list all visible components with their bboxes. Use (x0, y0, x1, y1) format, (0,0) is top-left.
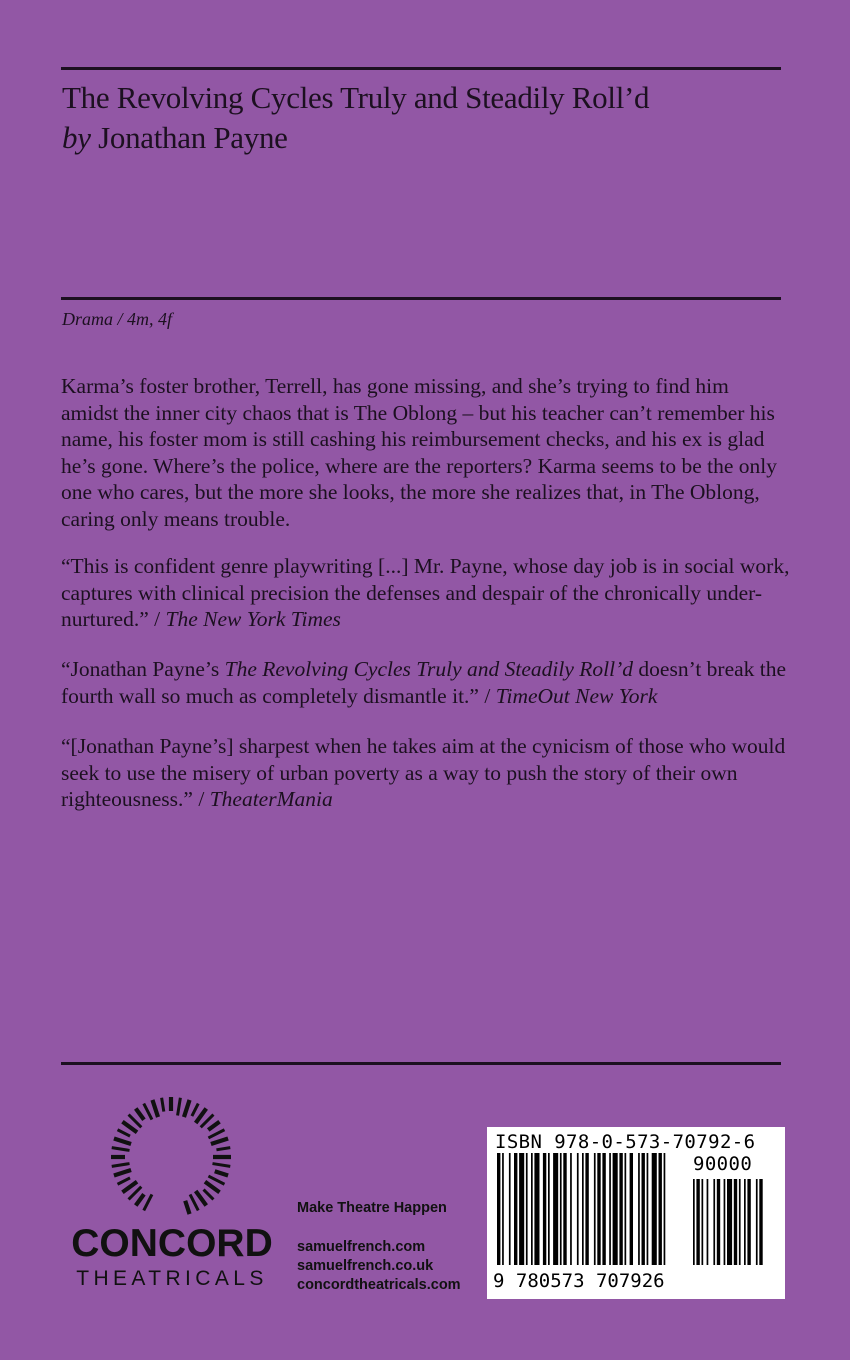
barcode-bar (609, 1153, 611, 1265)
quote-separator: / (478, 683, 496, 708)
website-link[interactable]: concordtheatricals.com (297, 1277, 461, 1293)
ean-digits: 9 780573 707926 (493, 1270, 665, 1292)
barcode-bar (602, 1153, 605, 1265)
quote-text-after: doesn’t break the fourth wall so much as completely dismantle it.” (61, 657, 787, 708)
logo-wheel-dash (216, 1148, 230, 1150)
logo-wheel-dash (190, 1194, 198, 1210)
logo-wheel-dash (122, 1182, 137, 1193)
website-link[interactable]: samuelfrench.com (297, 1239, 426, 1255)
barcode-bar (502, 1153, 504, 1265)
book-title: The Revolving Cycles Truly and Steadily Roll’d (62, 80, 650, 115)
logo-wheel-dash (144, 1104, 152, 1120)
barcode-bar (638, 1153, 640, 1265)
logo-wheel-dash (196, 1191, 207, 1206)
supplement-bar (693, 1179, 695, 1265)
logo-wheel-dash (112, 1148, 130, 1151)
quote-text: “[Jonathan Payne’s] sharpest when he takes aim at the cynicism of those who would seek to use the misery of urban poverty as a way to push the story of their own righteousness.” (61, 734, 786, 811)
review-quote-3 (61, 733, 796, 813)
barcode-bar (548, 1153, 550, 1265)
supplement-bar (727, 1179, 732, 1265)
isbn-label: ISBN 978-0-573-70792-6 (495, 1131, 756, 1153)
barcode-bar (664, 1153, 666, 1265)
author-line (62, 118, 792, 158)
barcode-bar (619, 1153, 622, 1265)
barcode-bar (497, 1153, 500, 1265)
supplement-bar (713, 1179, 715, 1265)
logo-wheel-dash (196, 1108, 207, 1123)
logo-wheel-dash (112, 1164, 130, 1167)
barcode-bar (625, 1153, 627, 1265)
barcode-bar (630, 1153, 633, 1265)
supplement-bar (707, 1179, 709, 1265)
isbn-barcode-box (487, 1127, 785, 1299)
logo-wheel-dash (204, 1190, 214, 1200)
barcode-bar (570, 1153, 572, 1265)
genre-cast: Drama / 4m, 4f (62, 309, 173, 329)
barcode-bar (543, 1153, 546, 1265)
price-code: 90000 (693, 1153, 753, 1175)
supplement-bar (747, 1179, 750, 1265)
book-title-block (62, 78, 792, 158)
barcode-bar (509, 1153, 511, 1265)
barcode-bar (597, 1153, 600, 1265)
logo-wheel-dash (208, 1130, 224, 1138)
quote-source: TimeOut New York (495, 683, 658, 708)
barcode-bar (577, 1153, 579, 1265)
quote-separator: / (148, 607, 166, 631)
bottom-rule (61, 1062, 781, 1065)
supplement-bar (744, 1179, 746, 1265)
supplement-bar (734, 1179, 737, 1265)
quote-source: The New York Times (165, 607, 341, 631)
barcode-bar (652, 1153, 657, 1265)
barcode-bar (613, 1153, 618, 1265)
barcode-bar (534, 1153, 539, 1265)
quote-source: TheaterMania (209, 787, 333, 811)
logo-wheel-dash (212, 1164, 230, 1167)
supplement-bar (717, 1179, 720, 1265)
quote-separator: / (192, 787, 210, 811)
barcode-bar (519, 1153, 524, 1265)
barcode-bar (526, 1153, 528, 1265)
logo-wheel-dash (136, 1108, 144, 1119)
barcode-bar (582, 1153, 584, 1265)
logo-wheel-dash (118, 1130, 130, 1136)
logo-wheel-dash (114, 1170, 131, 1176)
barcode-bar (514, 1153, 517, 1265)
supplement-bar (702, 1179, 704, 1265)
barcode-bar (563, 1153, 566, 1265)
logo-wheel-dash (192, 1104, 198, 1116)
logo-wheel-dash (114, 1138, 131, 1144)
barcode-bar (553, 1153, 558, 1265)
logo-wheel-dash (122, 1122, 137, 1133)
barcode-bar (594, 1153, 596, 1265)
logo-wheel-dash (118, 1178, 130, 1184)
logo-wheel-dash (185, 1201, 189, 1214)
review-quote-2 (61, 656, 796, 709)
review-quote-1 (61, 553, 796, 633)
barcode-bar (642, 1153, 645, 1265)
barcode-bar (585, 1153, 588, 1265)
author-name: Jonathan Payne (98, 120, 288, 155)
logo-wordmark-concord: CONCORD (71, 1222, 273, 1265)
logo-wheel-dash (162, 1098, 164, 1112)
barcode-bar (531, 1153, 533, 1265)
concord-wheel-logo-icon (109, 1095, 233, 1219)
quote-text: “Jonathan Payne’s (61, 657, 225, 681)
logo-wheel-dash (184, 1100, 190, 1117)
logo-wheel-dash (152, 1100, 158, 1117)
top-rule (61, 67, 781, 70)
logo-wheel-dash (136, 1194, 144, 1205)
barcode-bar (647, 1153, 649, 1265)
barcode-bar (560, 1153, 562, 1265)
by-word: by (62, 120, 91, 155)
logo-wheel-dash (215, 1171, 228, 1175)
logo-wheel-dash (178, 1098, 181, 1116)
logo-wordmark-theatricals: THEATRICALS (76, 1267, 268, 1290)
logo-wheel-dash (208, 1122, 219, 1130)
publisher-websites (297, 1238, 461, 1295)
supplement-bar (739, 1179, 741, 1265)
middle-rule (61, 297, 781, 300)
logo-wheel-dash (144, 1194, 152, 1210)
website-link[interactable]: samuelfrench.co.uk (297, 1258, 434, 1274)
supplement-bar (759, 1179, 762, 1265)
quote-play-title: The Revolving Cycles Truly and Steadily Roll’d (224, 657, 634, 681)
supplement-bar (724, 1179, 726, 1265)
logo-wheel-dash (208, 1176, 224, 1184)
publisher-tagline: Make Theatre Happen (297, 1200, 447, 1216)
supplement-bar (696, 1179, 699, 1265)
quote-text: “This is confident genre playwriting [...] Mr. Payne, whose day job is in social work, captures with clinical precision the defenses and despair of the chronically under-nurtured.” (61, 554, 790, 631)
supplement-bar (756, 1179, 758, 1265)
barcode-bar (659, 1153, 662, 1265)
synopsis: Karma’s foster brother, Terrell, has gone missing, and she’s trying to find him amidst the inner city chaos that is The Oblong – but his teacher can’t remember his name, his foster mom is still cashing his reimbursement checks, and his ex is glad he’s gone. Where’s the police, where are the reporters? Karma seems to be the only one who cares, but the more she looks, the more she realizes that, in The Oblong, caring only means trouble. (61, 374, 777, 531)
logo-wheel-dash (205, 1182, 220, 1193)
logo-wheel-dash (211, 1138, 228, 1144)
